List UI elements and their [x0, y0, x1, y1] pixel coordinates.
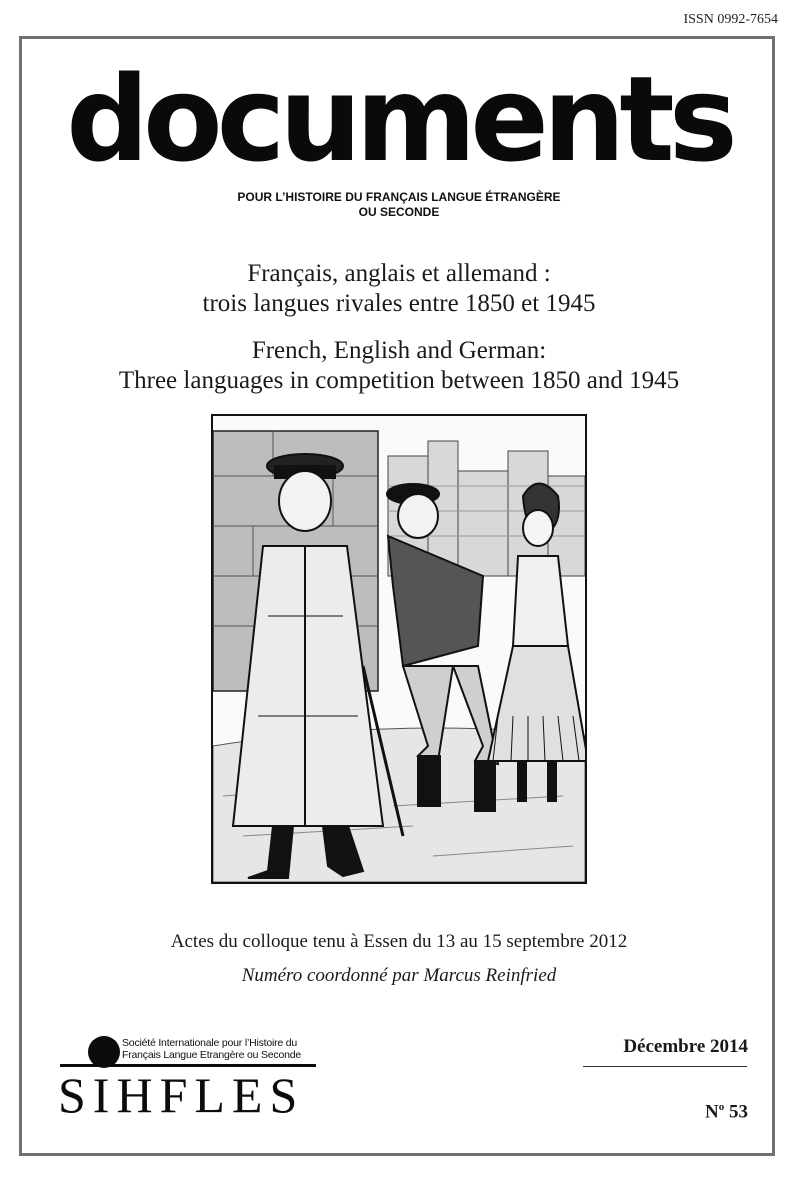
illustration-drawing — [213, 416, 585, 882]
coordinator-note: Numéro coordonné par Marcus Reinfried — [241, 965, 557, 986]
issue-number-value: 53 — [729, 1101, 748, 1123]
issue-date: Décembre 2014 — [623, 1036, 748, 1057]
society-name-line1: Société Internationale pour l’Histoire du — [122, 1037, 298, 1049]
english-title-line1: French, English and German: — [251, 337, 547, 364]
journal-subtitle — [0, 190, 798, 220]
english-title-line2: Three languages in competition between 1850 and 1945 — [118, 367, 680, 394]
proceedings-note: Actes du colloque tenu à Essen du 13 au 15 septembre 2012 — [170, 931, 628, 952]
journal-subtitle-line1: POUR L’HISTOIRE DU FRANÇAIS LANGUE ÉTRANGÈRE — [237, 190, 561, 204]
issue-number — [705, 1101, 748, 1123]
sihfles-society-name — [122, 1037, 332, 1061]
french-title — [0, 259, 798, 319]
date-rule — [583, 1066, 747, 1067]
issue-prefix-sup: o — [718, 1101, 725, 1113]
cover-illustration — [211, 414, 587, 884]
english-title — [0, 336, 798, 396]
journal-title: documents — [66, 50, 732, 188]
french-title-line1: Français, anglais et allemand : — [247, 260, 551, 287]
french-title-line2: trois langues rivales entre 1850 et 1945 — [202, 290, 596, 317]
issue-prefix: N — [705, 1101, 719, 1123]
issn-number: ISSN 0992-7654 — [683, 12, 778, 27]
journal-subtitle-line2: OU SECONDE — [358, 205, 440, 219]
sihfles-acronym: SIHFLES — [58, 1067, 305, 1123]
society-name-line2: Français Langue Etrangère ou Seconde — [122, 1049, 302, 1061]
